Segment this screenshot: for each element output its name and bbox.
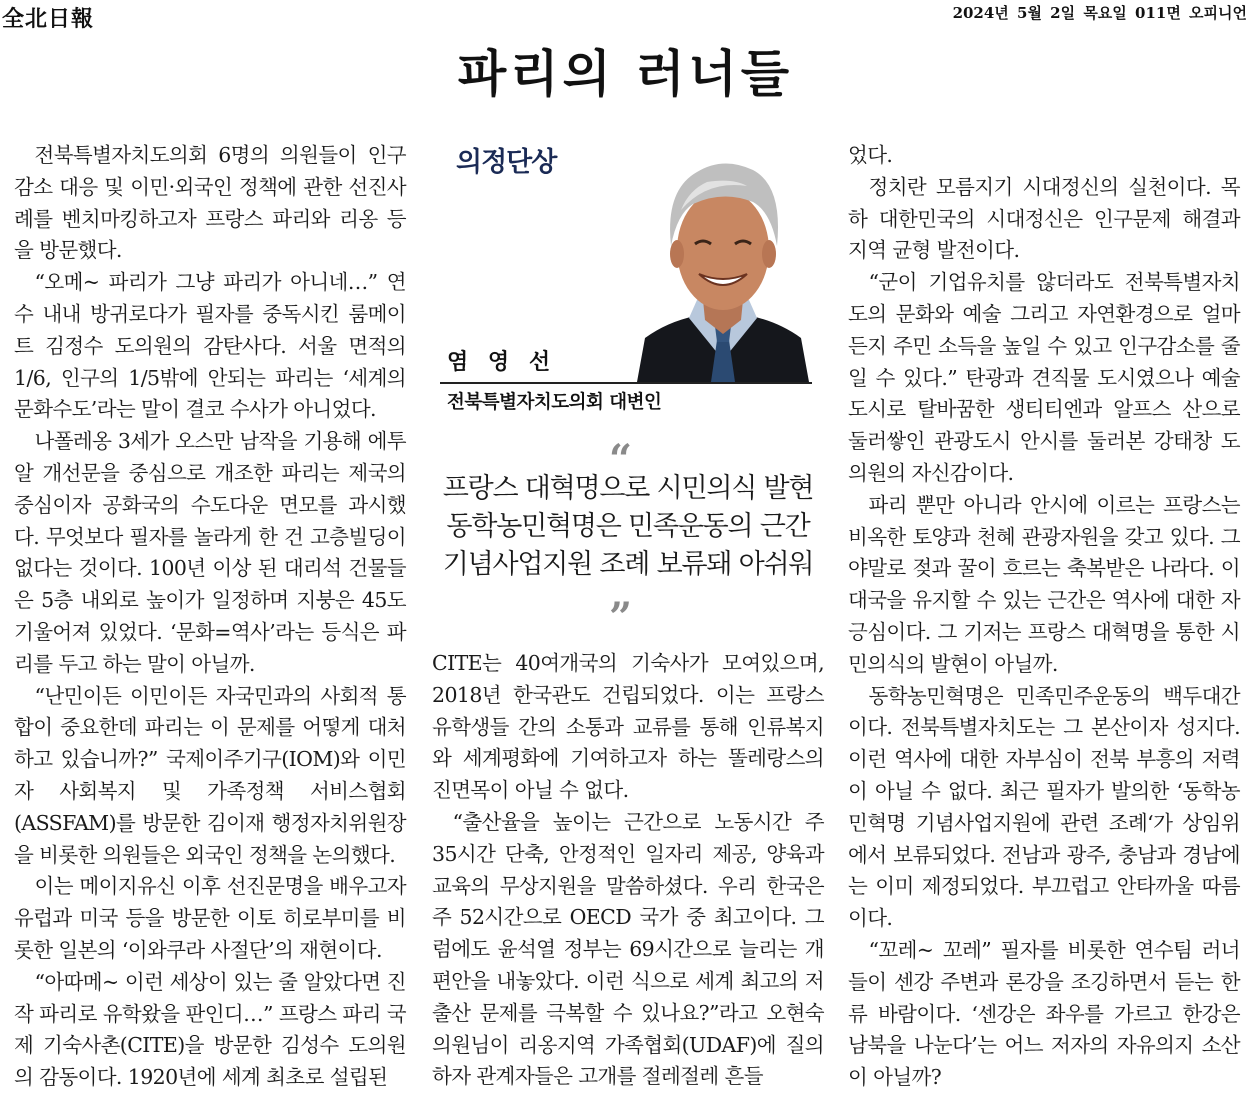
portrait-icon	[637, 150, 809, 382]
paragraph: 었다.	[848, 143, 893, 167]
column-section-label: 의정단상	[456, 147, 557, 178]
paragraph: “꼬레~ 꼬레” 필자를 비롯한 연수팀 러너들이 센강 주변과 론강을 조깅하면서 듣는 한류 바람이다. ‘센강은 좌우를 가르고 한강은 남북을 나눈다’는 어느 저자의 자유의지 소산이 아닐까?	[848, 937, 1240, 1090]
pullquote-line: 프랑스 대혁명으로 시민의식 발현	[442, 473, 814, 504]
article-column-middle	[432, 648, 824, 1093]
byline-divider	[440, 382, 812, 384]
paragraph: 전북특별자치도의회 6명의 의원들이 인구감소 대응 및 이민·외국인 정책에 관한 선진사례를 벤치마킹하고자 프랑스 파리와 리옹 등을 방문했다.	[14, 143, 406, 263]
article-column-right	[848, 140, 1240, 1094]
paragraph: 정치란 모름지기 시대정신의 실천이다. 목하 대한민국의 시대정신은 인구문제 해결과 지역 균형 발전이다.	[848, 174, 1240, 263]
paragraph: “오메~ 파리가 그냥 파리가 아니네…” 연수 내내 방귀로다가 필자를 중독시킨 룸메이트 김정수 도의원의 감탄사다. 서울 면적의 1/6, 인구의 1/5밖에 안되는 파리는 ‘세계의 문화수도’라는 말이 결코 수사가 아니었다.	[14, 270, 406, 422]
author-title: 전북특별자치도의회 대변인	[447, 392, 662, 413]
newspaper-logo: 全北日報	[2, 7, 95, 32]
paragraph: CITE는 40여개국의 기숙사가 모여있으며, 2018년 한국관도 건립되었다. 이는 프랑스 유학생들 간의 소통과 교류를 통해 인류복지와 세계평화에 기여하고자 하는 똘레랑스의 진면목이 아닐 수 없다.	[432, 651, 824, 803]
paragraph: 나폴레옹 3세가 오스만 남작을 기용해 에투알 개선문을 중심으로 개조한 파리는 제국의 중심이자 공화국의 수도다운 면모를 과시했다. 무엇보다 필자를 놀라게 한 건 고층빌딩이 없다는 것이다. 100년 이상 된 대리석 건물들은 5층 내외로 높이가 일정하며 지붕은 45도 기울어져 있었다. ‘문화=역사’라는 등식은 파리를 두고 하는 말이 아닐까.	[14, 429, 406, 676]
paragraph: 파리 뿐만 아니라 안시에 이르는 프랑스는 비옥한 토양과 천혜 관광자원을 갖고 있다. 그야말로 젖과 꿀이 흐르는 축복받은 나라다. 이 대국을 유지할 수 있는 근간은 역사에 대한 자긍심이다. 그 기저는 프랑스 대혁명을 통한 시민의식의 발현이 아닐까.	[848, 492, 1240, 676]
open-quote-icon: “	[608, 436, 632, 483]
paragraph: “난민이든 이민이든 자국민과의 사회적 통합이 중요한데 파리는 이 문제를 어떻게 대처하고 있습니까?” 국제이주기구(IOM)와 이민자 사회복지 및 가족정책 서비스협회(ASSFAM)를 방문한 김이재 행정자치위원장을 비롯한 의원들은 외국인 정책을 논의했다.	[14, 683, 406, 867]
close-quote-icon: ”	[608, 594, 632, 641]
paragraph: “출산율을 높이는 근간으로 노동시간 주 35시간 단축, 안정적인 일자리 제공, 양육과 교육의 무상지원을 말씀하셨다. 우리 한국은 주 52시간으로 OECD 국가 중 최고이다. 그럼에도 윤석열 정부는 69시간으로 늘리는 개편안을 내놓았다. 이런 식으로 세계 최고의 저출산 문제를 극복할 수 있나요?”라고 오현숙 의원님이 리옹지역 가족협회(UDAF)에 질의하자 관계자들은 고개를 절레절레 흔들	[432, 809, 824, 1089]
pullquote-line: 동학농민혁명은 민족운동의 근간	[446, 511, 810, 542]
paragraph: 이는 메이지유신 이후 선진문명을 배우고자 유럽과 미국 등을 방문한 이토 히로부미를 비롯한 일본의 ‘이와쿠라 사절단’의 재현이다.	[14, 874, 406, 962]
headline: 파리의 러너들	[457, 44, 794, 103]
paragraph: “아따메~ 이런 세상이 있는 줄 알았다면 진작 파리로 유학왔을 판인디…” 프랑스 파리 국제 기숙사촌(CITE)을 방문한 김성수 도의원의 감동이다. 1920년에 세계 최초로 설립된	[14, 969, 406, 1090]
author-photo	[637, 150, 809, 382]
pullquote-line: 기념사업지원 조례 보류돼 아쉬워	[442, 549, 814, 580]
paragraph: 동학농민혁명은 민족민주운동의 백두대간이다. 전북특별자치도는 그 본산이자 성지다. 이런 역사에 대한 자부심이 전북 부흥의 저력이 아닐 수 없다. 최근 필자가 발의한 ‘동학농민혁명 기념사업지원에 관련 조례‘가 상임위에서 보류되었다. 전남과 광주, 충남과 경남에는 이미 제정되었다. 부끄럽고 안타까울 따름이다.	[848, 683, 1240, 931]
pullquote	[430, 470, 826, 584]
paragraph: “군이 기업유치를 않더라도 전북특별자치도의 문화와 예술 그리고 자연환경으로 얼마든지 주민 소득을 높일 수 있고 인구감소를 줄일 수 있다.” 탄광과 견직물 도시였으나 예술도시로 탈바꿈한 생티티엔과 알프스 산으로 둘러쌓인 관광도시 안시를 둘러본 강태창 도의원의 자신감이다.	[848, 270, 1240, 485]
dateline: 2024년 5월 2일 목요일 011면 오피니언	[952, 4, 1247, 22]
author-name: 염 영 선	[447, 350, 557, 375]
